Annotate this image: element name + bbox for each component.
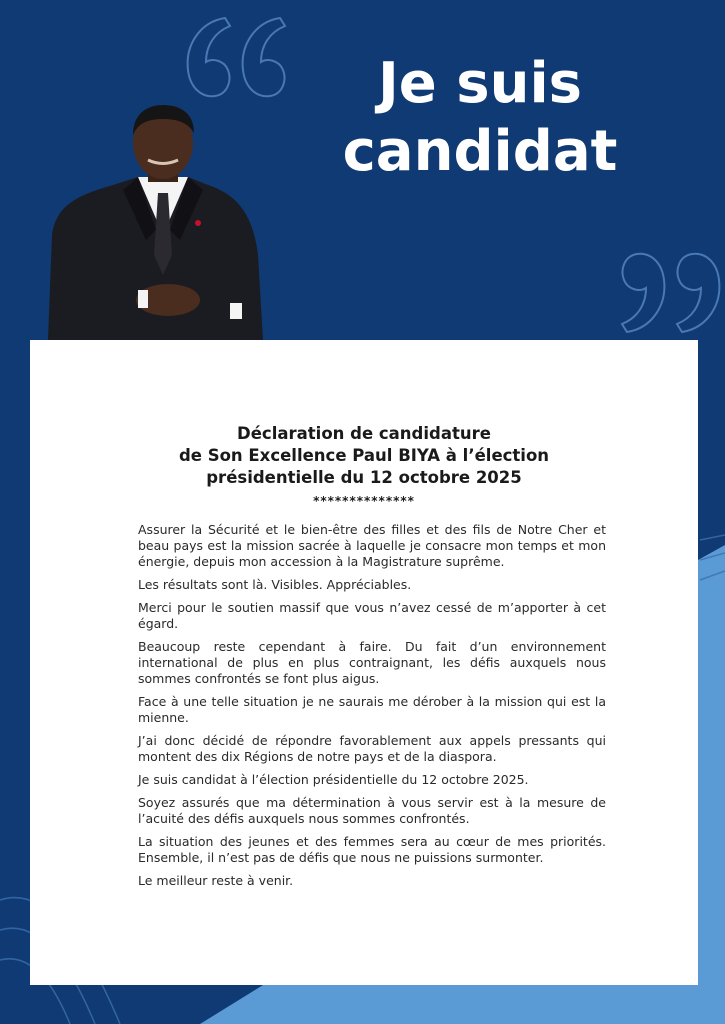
- headline-line-2: candidat: [342, 119, 618, 184]
- declaration-title: [30, 423, 698, 489]
- declaration-title-line-1: Déclaration de candidature: [237, 424, 491, 443]
- paragraph: Soyez assurés que ma détermination à vous servir est à la mesure de l’acuité des défis auxquels nous sommes confrontés.: [138, 795, 606, 826]
- declaration-title-line-2: de Son Excellence Paul BIYA à l’élection: [178, 446, 550, 465]
- headline-line-1: Je suis: [377, 51, 583, 116]
- paragraph: Face à une telle situation je ne saurais me dérober à la mission qui est la mienne.: [138, 694, 606, 725]
- headline: [290, 50, 670, 186]
- declaration-title-line-3: présidentielle du 12 octobre 2025: [206, 468, 522, 487]
- paragraph: Le meilleur reste à venir.: [138, 873, 294, 888]
- paragraph: Les résultats sont là. Visibles. Appréciables.: [138, 577, 412, 592]
- paragraph: Assurer la Sécurité et le bien-être des filles et des fils de Notre Cher et beau pays est la mission sacrée à laquelle je consacre mon temps et mon énergie, depuis mon accession à la Magistrature suprême.: [138, 522, 606, 569]
- paragraph: Je suis candidat à l’élection présidentielle du 12 octobre 2025.: [138, 772, 529, 787]
- declaration-card: [30, 340, 698, 985]
- paragraph: La situation des jeunes et des femmes sera au cœur de mes priorités. Ensemble, il n’est pas de défis que nous ne puissions surmonter.: [138, 834, 606, 865]
- paragraph: Merci pour le soutien massif que vous n’avez cessé de m’apporter à cet égard.: [138, 600, 606, 631]
- open-quote-icon: [180, 10, 300, 105]
- separator: **************: [313, 494, 415, 508]
- declaration-body: [138, 522, 606, 896]
- paragraph: Beaucoup reste cependant à faire. Du fait d’un environnement international de plus en plus contraignant, les défis auxquels nous sommes confrontés se font plus aigus.: [138, 639, 606, 686]
- paragraph: J’ai donc décidé de répondre favorablement aux appels pressants qui montent des dix Régions de notre pays et de la diaspora.: [138, 733, 606, 764]
- candidate-portrait: [38, 105, 263, 340]
- close-quote-icon: [612, 250, 725, 340]
